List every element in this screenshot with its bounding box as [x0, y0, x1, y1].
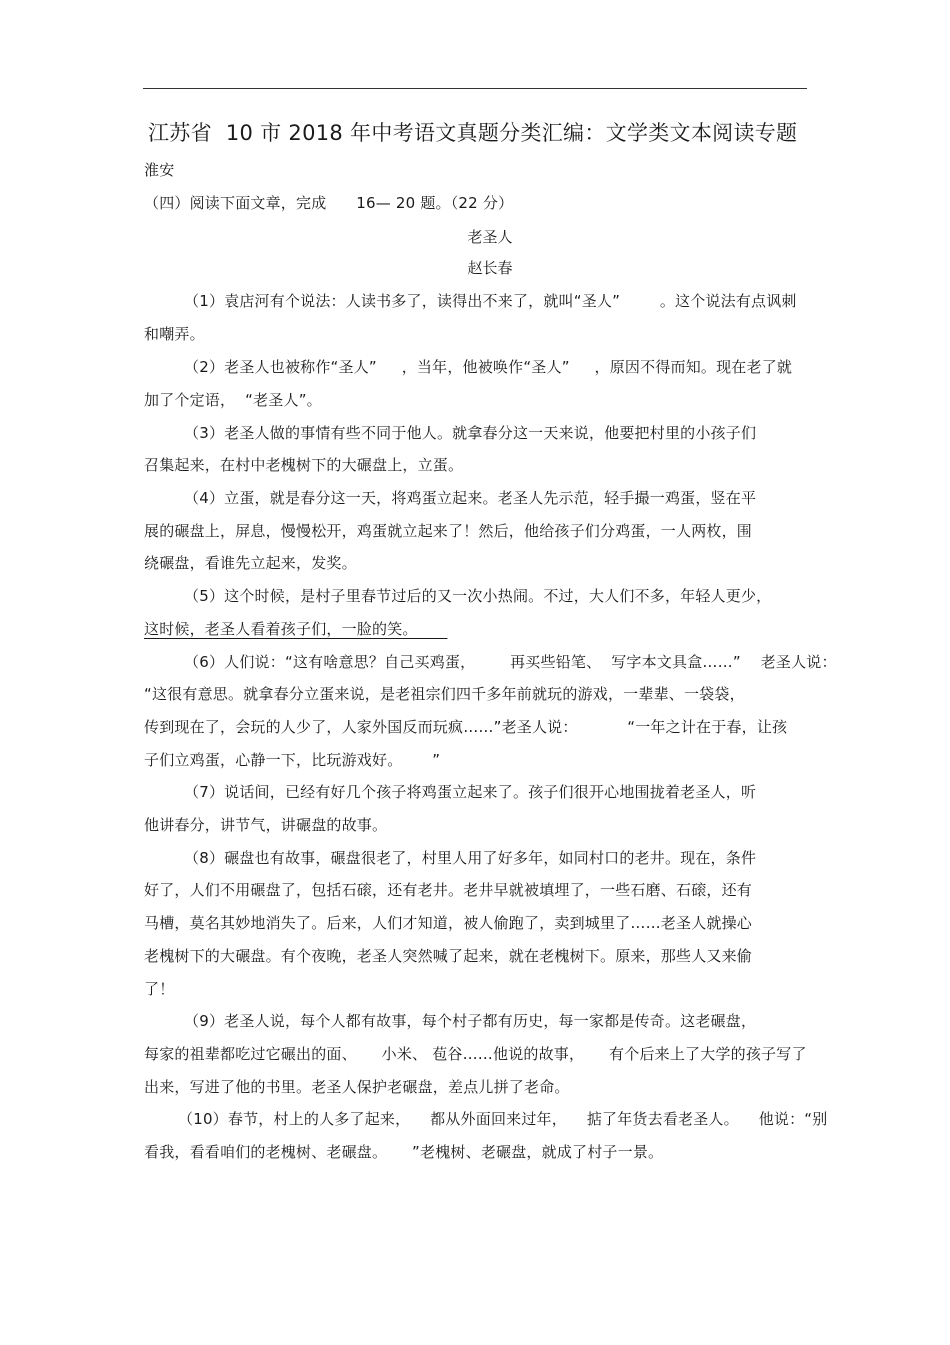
paragraph-line: 展的碾盘上，屏息，慢慢松开，鸡蛋就立起来了！然后，他给孩子们分鸡蛋，一人两枚，围: [144, 522, 753, 540]
paragraph-line: （10）春节，村上的人多了起来， 都从外面回来过年， 掂了年货去看老圣人。 他说：“别: [178, 1110, 828, 1128]
paragraph-line: （4）立蛋，就是春分这一天，将鸡蛋立起来。老圣人先示范，轻手撮一鸡蛋，竖在平: [184, 489, 757, 507]
top-rule: [143, 88, 807, 89]
underlined-sentence: 这时候，老圣人看着孩子们，一脸的笑。: [144, 620, 448, 638]
paragraph-line: 绕碾盘，看谁先立起来，发奖。: [144, 554, 357, 572]
article-author: 赵长春: [467, 259, 513, 277]
paragraph-line: 召集起来，在村中老槐树下的大碾盘上，立蛋。: [144, 456, 464, 474]
paragraph-line: （6）人们说：“这有啥意思？自己买鸡蛋， 再买些铅笔、 写字本文具盒……” 老圣人说：: [184, 653, 837, 671]
article-title: 老圣人: [467, 228, 513, 246]
region-label: 淮安: [144, 161, 175, 179]
paragraph-line: 了！: [144, 980, 175, 998]
paragraph-line: （3）老圣人做的事情有些不同于他人。就拿春分这一天来说，他要把村里的小孩子们: [184, 424, 757, 442]
paragraph-line: 加了个定语， “老圣人”。: [144, 391, 322, 409]
document-title: 江苏省 10 市 2018 年中考语文真题分类汇编：文学类文本阅读专题: [148, 121, 798, 145]
paragraph-line: （9）老圣人说，每个人都有故事，每个村子都有历史，每一家都是传奇。这老碾盘，: [184, 1012, 757, 1030]
paragraph-line: 每家的祖辈都吃过它碾出的面、 小米、 苞谷……他说的故事， 有个后来上了大学的孩子写了: [144, 1045, 807, 1063]
paragraph-line: （8）碾盘也有故事，碾盘很老了，村里人用了好多年，如同村口的老井。现在，条件: [184, 849, 757, 867]
paragraph-line: 子们立鸡蛋，心静一下，比玩游戏好。 ”: [144, 751, 441, 769]
paragraph-line: 好了，人们不用碾盘了，包括石磙，还有老井。老井早就被填埋了，一些石磨、石磙，还有: [144, 881, 753, 899]
paragraph-line: “这很有意思。就拿春分立蛋来说，是老祖宗们四千多年前就玩的游戏，一辈辈、一袋袋，: [144, 685, 745, 703]
paragraph-line: 他讲春分，讲节气，讲碾盘的故事。: [144, 816, 388, 834]
paragraph-line: 出来，写进了他的书里。老圣人保护老碾盘，差点儿拼了老命。: [144, 1078, 570, 1096]
paragraph-line: 老槐树下的大碾盘。有个夜晚，老圣人突然喊了起来，就在老槐树下。原来，那些人又来偷: [144, 947, 753, 965]
paragraph-line: 看我，看看咱们的老槐树、老碾盘。 ”老槐树、老碾盘，就成了村子一景。: [144, 1143, 664, 1161]
paragraph-line: （1）袁店河有个说法：人读书多了，读得出不来了，就叫“圣人” 。这个说法有点讽刺: [184, 292, 797, 310]
paragraph-line: （7）说话间，已经有好几个孩子将鸡蛋立起来了。孩子们很开心地围拢着老圣人，听: [184, 783, 757, 801]
paragraph-line: 和嘲弄。: [144, 325, 205, 343]
paragraph-line: （2）老圣人也被称作“圣人” ，当年，他被唤作“圣人” ，原因不得而知。现在老了就: [184, 358, 793, 376]
paragraph-line: 马槽，莫名其妙地消失了。后来，人们才知道，被人偷跑了，卖到城里了……老圣人就操心: [144, 914, 753, 932]
paragraph-line: 传到现在了，会玩的人少了，人家外国反而玩疯……”老圣人说： “一年之计在于春，让孩: [144, 718, 788, 736]
section-instruction: （四）阅读下面文章，完成 16— 20 题。（22 分）: [144, 194, 514, 212]
paragraph-line: （5）这个时候，是村子里春节过后的又一次小热闹。不过，大人们不多，年轻人更少，: [184, 587, 772, 605]
